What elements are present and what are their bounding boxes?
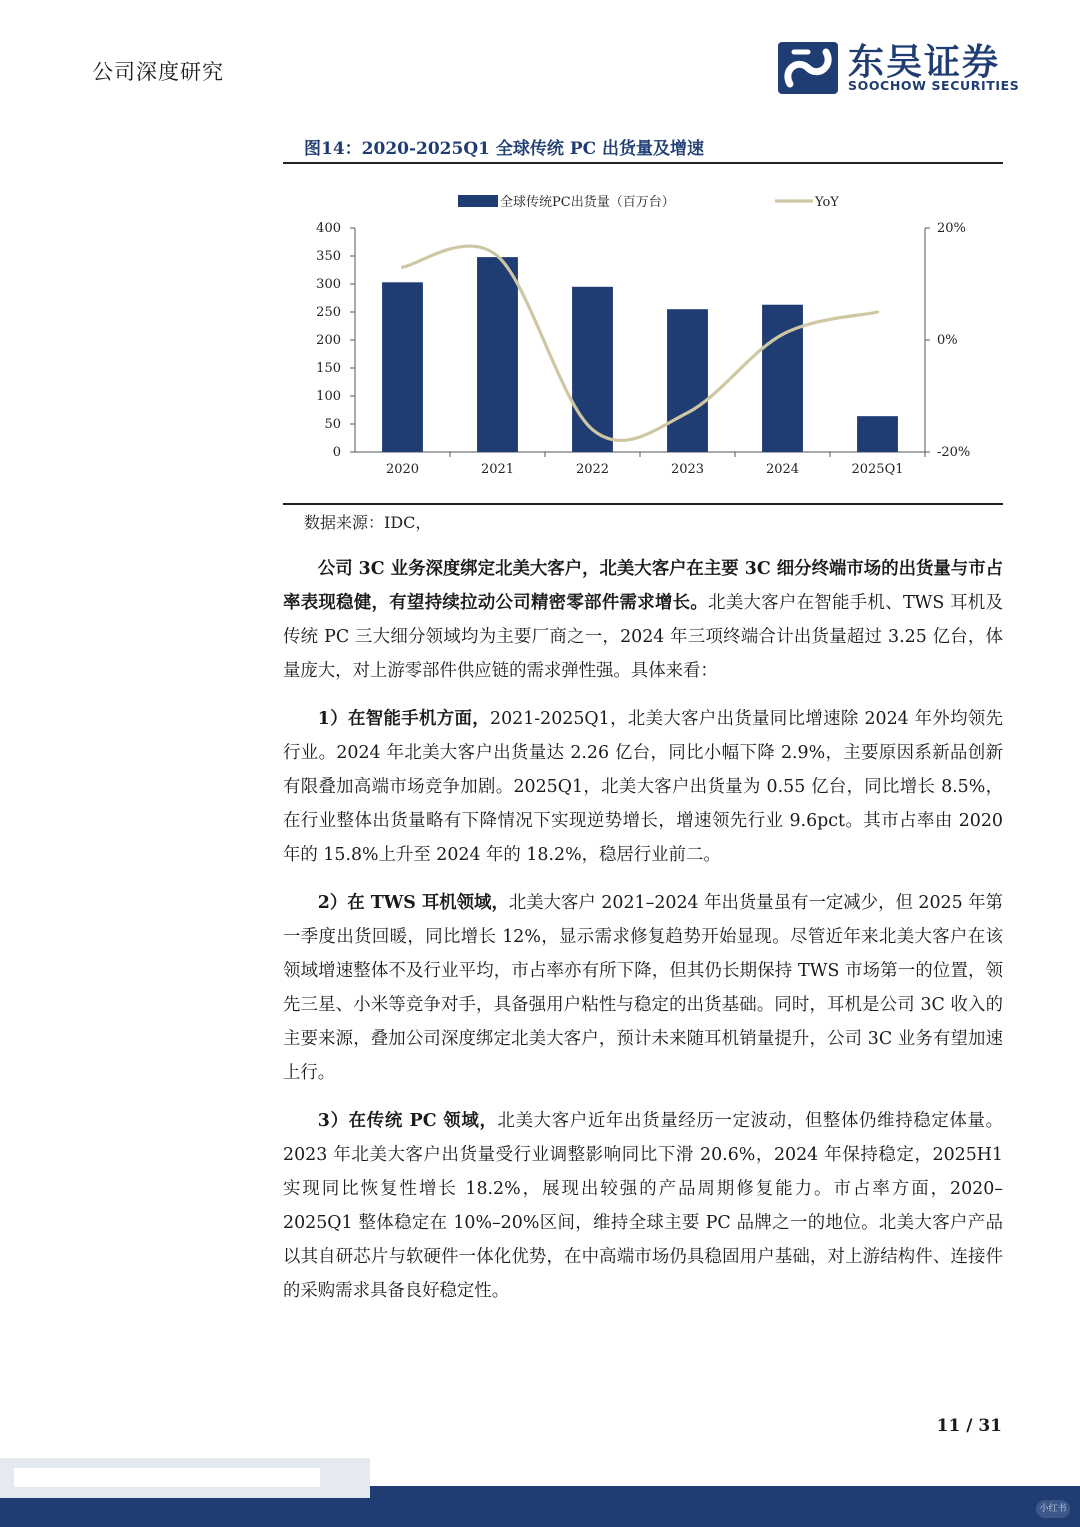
y-left-tick-label: 150 [316,361,341,376]
paragraph-smartphone-lead: 1）在智能手机方面， [317,709,491,729]
logo-mark-icon [776,40,840,96]
x-tick-label: 2024 [765,462,800,477]
y-right-tick-label: 0% [937,333,958,348]
y-left-tick-label: 100 [316,389,341,404]
y-left-tick-label: 250 [316,305,341,320]
x-tick-label: 2020 [385,462,420,477]
legend-line-label: YoY [815,195,839,210]
paragraph-tws [283,886,1003,1090]
shipment-chart [283,180,1003,500]
paragraph-pc-text: 北美大客户近年出货量经历一定波动，但整体仍维持稳定体量。2023 年北美大客户出货量受行业调整影响同比下滑 20.6%，2024 年保持稳定，2025H1 实现同比恢复性增长 18.2%，展现出较强的产品周期修复能力。市占率方面，2020–2025Q1 整体稳定在 10%–20%区间，维持全球主要 PC 品牌之一的地位。北美大客户产品以其自研芯片与软硬件一体化优势，在中高端市场仍具稳固用户基础，对上游结构件、连接件的采购需求具备良好稳定性。 [283,1111,1003,1301]
x-tick-label: 2022 [575,462,610,477]
y-left-tick-label: 50 [324,417,341,432]
bar [857,416,898,452]
paragraph-tws-text: 北美大客户 2021–2024 年出货量虽有一定减少，但 2025 年第一季度出货回暖，同比增长 12%，显示需求修复趋势开始显现。尽管近年来北美大客户在该领域增速整体不及行业平均，市占率亦有所下降，但其仍长期保持 TWS 市场第一的位置，领先三星、小米等竞争对手，具备强用户粘性与稳定的出货基础。同时，耳机是公司 3C 收入的主要来源，叠加公司深度绑定北美大客户，预计未来随耳机销量提升，公司 3C 业务有望加速上行。 [283,893,1003,1083]
page-number: 11 / 31 [936,1416,1002,1436]
bar [572,287,613,452]
figure-bottom-rule [283,503,1003,505]
figure-top-rule [283,162,1003,164]
paragraph-smartphone [283,702,1003,872]
logo-english-name: SOOCHOW SECURITIES [848,78,1020,93]
paragraph-smartphone-text: 2021-2025Q1，北美大客户出货量同比增速除 2024 年外均领先行业。2024 年北美大客户出货量达 2.26 亿台，同比小幅下降 2.9%，主要原因系新品创新有限叠加高端市场竞争加剧。2025Q1，北美大客户出货量为 0.55 亿台，同比增长 8.5%，在行业整体出货量略有下降情况下实现逆势增长，增速领先行业 9.6pct。其市占率由 2020 年的 15.8%上升至 2024 年的 18.2%，稳居行业前二。 [283,709,1004,865]
legend-bar-label: 全球传统PC出货量（百万台） [500,195,675,210]
x-tick-label: 2023 [670,462,705,477]
y-left-tick-label: 300 [316,277,341,292]
paragraph-intro-text: 北美大客户在智能手机、TWS 耳机及传统 PC 三大细分领域均为主要厂商之一，2024 年三项终端合计出货量超过 3.25 亿台，体量庞大，对上游零部件供应链的需求弹性强。具体来看： [283,593,1003,681]
x-tick-label: 2021 [480,462,515,477]
bar [382,282,423,452]
logo-chinese-name: 东吴证券 [848,42,1001,83]
paragraph-tws-lead: 2）在 TWS 耳机领域， [317,893,509,913]
bar [477,257,518,452]
figure-source: 数据来源：IDC， [304,513,432,532]
x-tick-label: 2025Q1 [851,462,904,477]
paragraph-pc [283,1104,1003,1308]
paragraph-intro-lead: 公司 3C 业务深度绑定北美大客户，北美大客户在主要 3C 细分终端市场的出货量与市占率表现稳健，有望持续拉动公司精密零部件需求增长。 [283,559,1003,613]
yoy-line [403,246,878,440]
figure-title: 图14：2020-2025Q1 全球传统 PC 出货量及增速 [304,139,705,159]
footer-white-strip [14,1468,320,1487]
paragraph-intro [283,552,1003,688]
y-right-tick-label: -20% [937,445,971,460]
y-left-tick-label: 0 [332,445,341,460]
company-logo [776,38,1020,100]
paragraph-pc-lead: 3）在传统 PC 领域， [317,1111,498,1131]
watermark-badge: 小红书 [1036,1500,1070,1518]
y-right-tick-label: 20% [937,221,966,236]
y-left-tick-label: 350 [316,249,341,264]
y-left-tick-label: 400 [316,221,341,236]
bar [667,309,708,452]
legend-bar-swatch [458,195,498,207]
header-section-title: 公司深度研究 [92,60,224,84]
y-left-tick-label: 200 [316,333,341,348]
